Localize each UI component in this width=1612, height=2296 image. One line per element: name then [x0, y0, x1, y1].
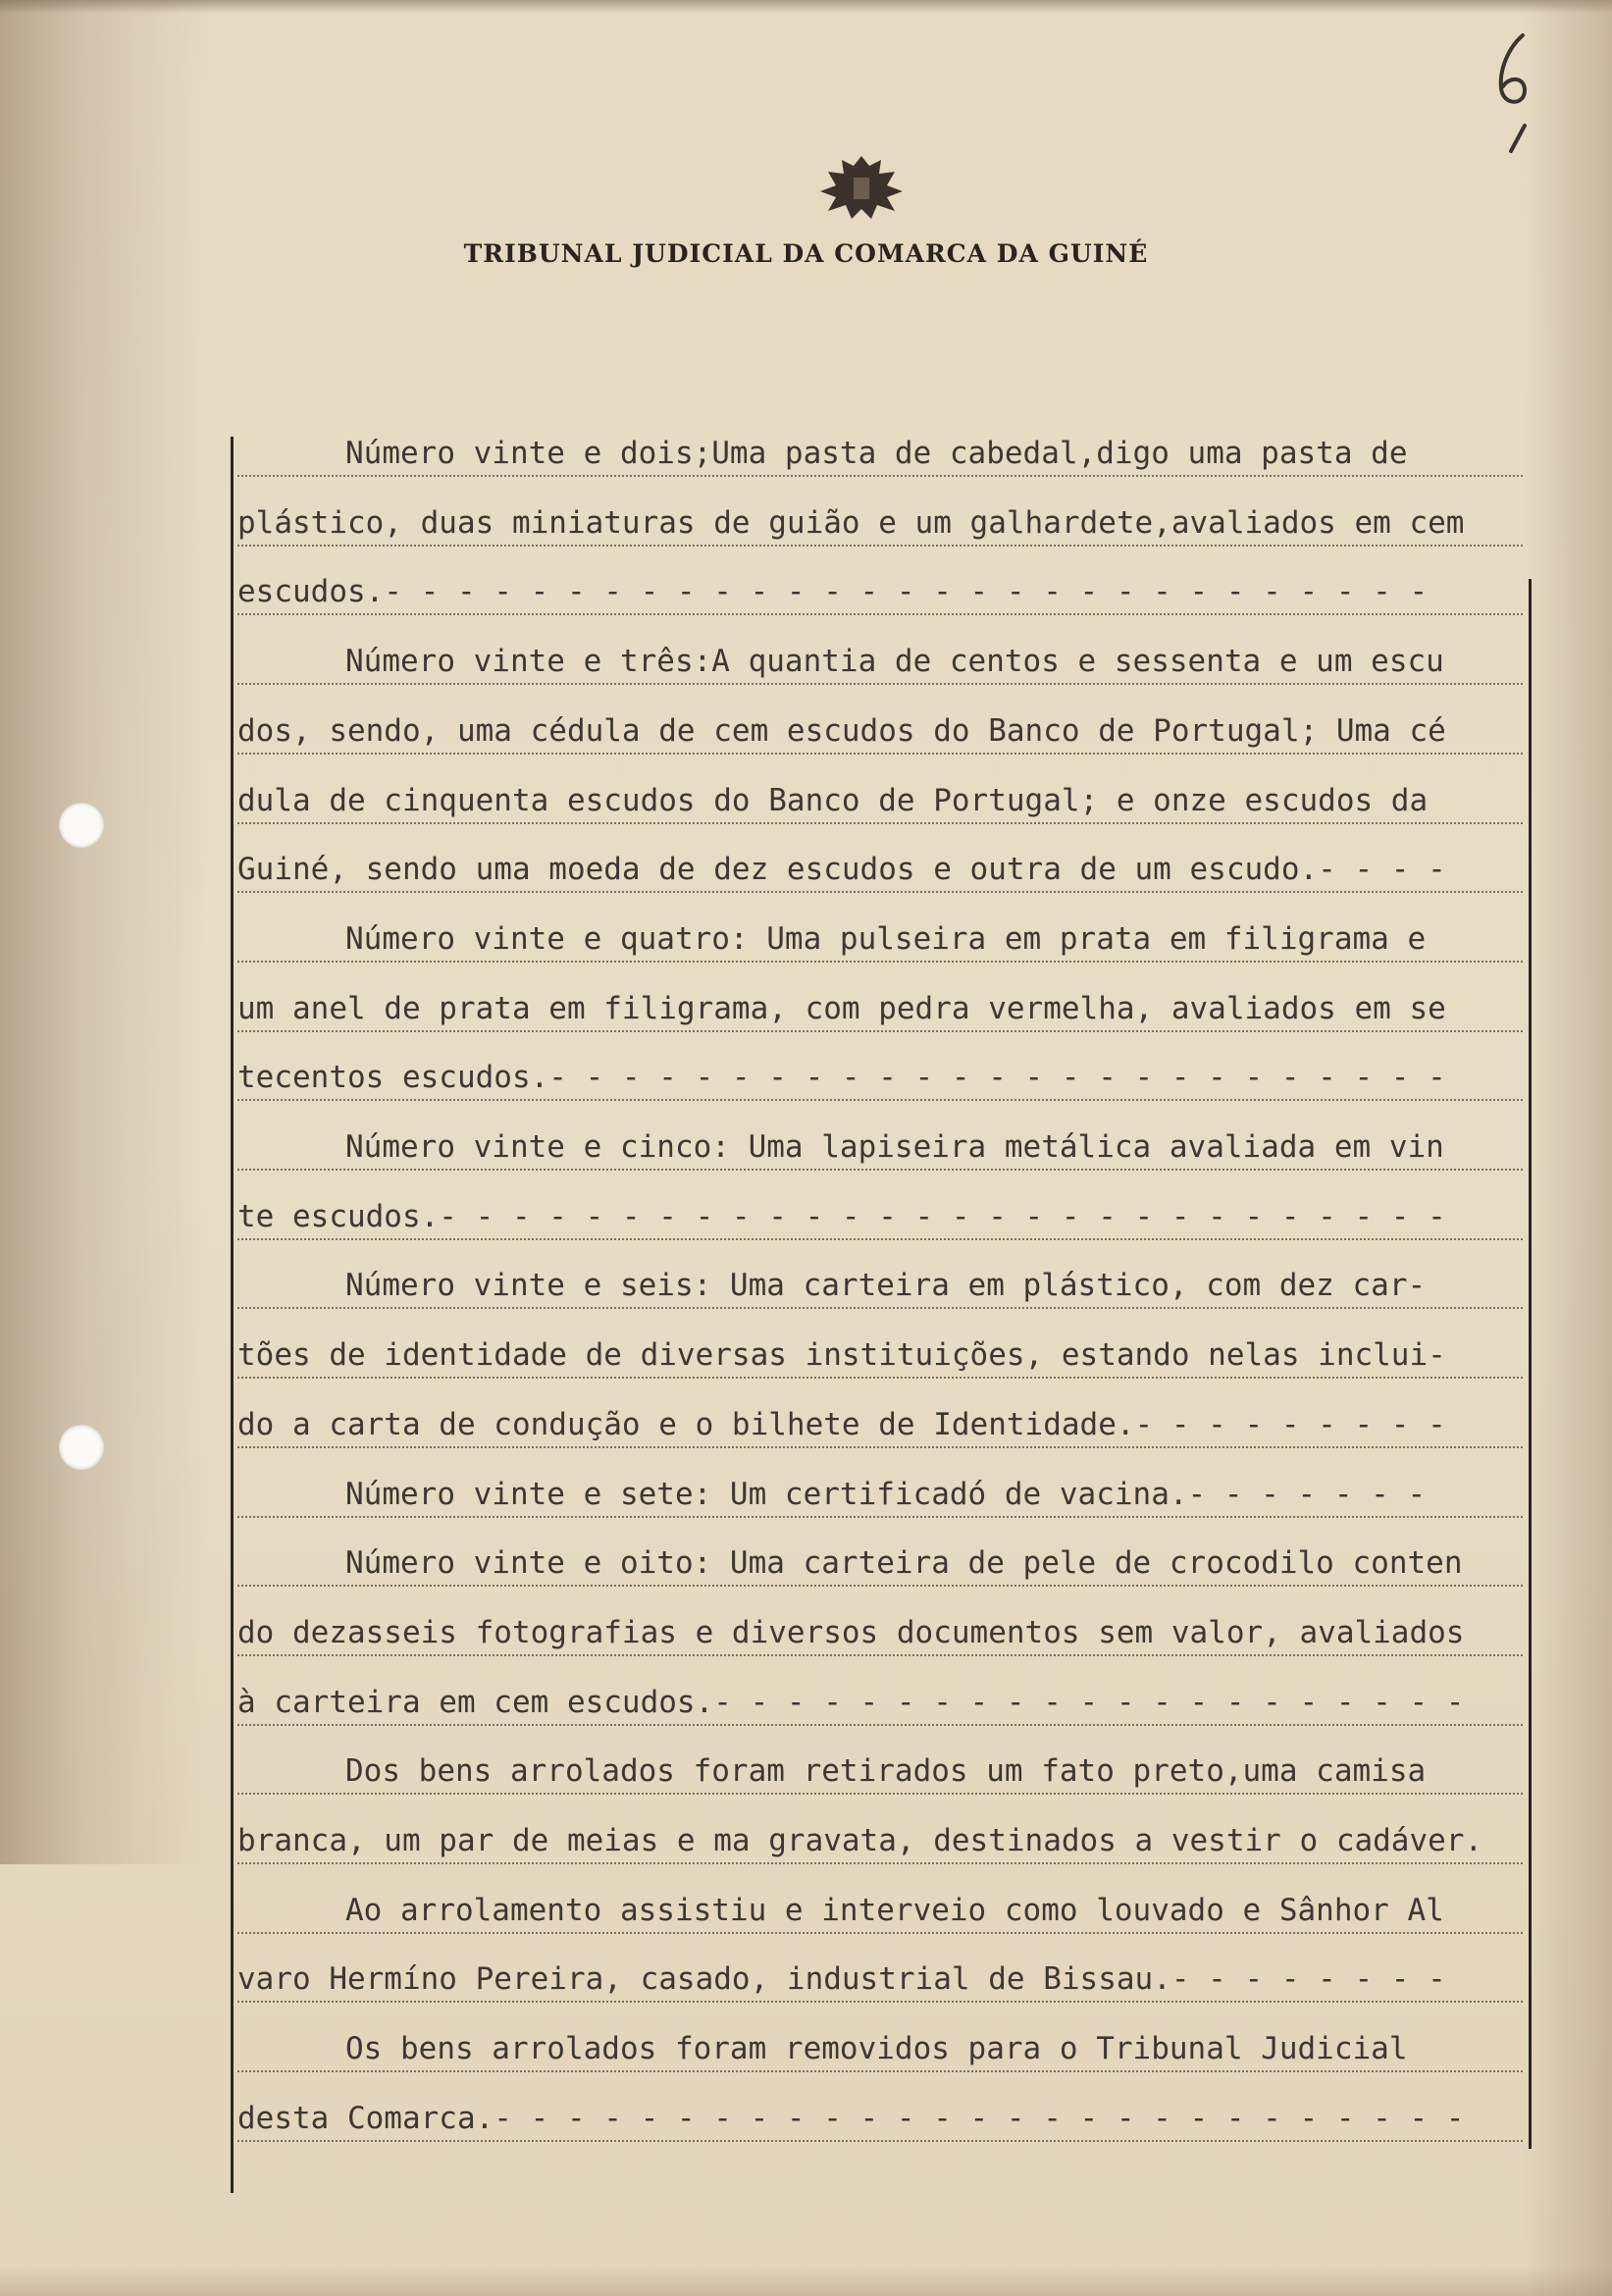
text-line-content: Número vinte e quatro: Uma pulseira em prata em filigrama e — [345, 920, 1427, 957]
text-line-content: escudos.- - - - - - - - - - - - - - - - - - - - - - - - - - - - - — [237, 574, 1429, 610]
text-line-content: branca, um par de meias e ma gravata, destinados a vestir o cadáver. — [237, 1823, 1483, 1858]
text-line — [237, 2097, 1523, 2142]
text-line-content: do dezasseis fotografias e diversos documentos sem valor, avaliados — [237, 1614, 1465, 1650]
text-line-content: tões de identidade de diversas instituições, estando nelas inclui- — [237, 1337, 1446, 1374]
text-line — [237, 1749, 1523, 1795]
text-line — [237, 1125, 1523, 1171]
text-line — [237, 779, 1523, 824]
text-line — [237, 1819, 1523, 1864]
text-line-content: Número vinte e seis: Uma carteira em plástico, com dez car- — [345, 1268, 1427, 1304]
text-line — [237, 709, 1523, 755]
text-line-content: do a carta de condução e o bilhete de Identidade.- - - - - - - - - — [237, 1406, 1446, 1442]
text-line-content: Dos bens arrolados foram retirados um fato preto,uma camisa — [345, 1753, 1427, 1790]
text-line-content: à carteira em cem escudos.- - - - - - - - - - - - - - - - - - - - - — [237, 1684, 1465, 1720]
text-line-content: desta Comarca.- - - - - - - - - - - - - - - - - - - - - - - - - - - — [237, 2100, 1465, 2136]
text-line-content: Número vinte e três:A quantia de centos e sessenta e um escu — [345, 644, 1444, 680]
punch-hole-bottom — [59, 1425, 104, 1470]
text-line-content: te escudos.- - - - - - - - - - - - - - - - - - - - - - - - - - - - — [237, 1198, 1446, 1234]
text-line-content: dula de cinquenta escudos do Banco de Portugal; e onze escudos da — [237, 782, 1429, 818]
court-header: TRIBUNAL JUDICIAL DA COMARCA DA GUINÉ — [463, 239, 1149, 268]
text-line — [237, 1681, 1523, 1726]
margin-line-left — [231, 437, 234, 2193]
text-line — [237, 848, 1523, 893]
text-line-content: tecentos escudos.- - - - - - - - - - - - - - - - - - - - - - - - - — [237, 1060, 1446, 1096]
text-line-content: Guiné, sendo uma moeda de dez escudos e outra de um escudo.- - - - — [237, 852, 1446, 888]
text-line — [237, 1957, 1523, 2003]
text-line — [237, 917, 1523, 963]
text-line-content: Ao arrolamento assistiu e interveio como louvado e Sânhor Al — [345, 1892, 1444, 1928]
text-line-content: Número vinte e sete: Um certificadó de vacina.- - - - - - - — [345, 1476, 1427, 1512]
text-line — [237, 1333, 1523, 1379]
text-line — [237, 1611, 1523, 1656]
text-line-content: Os bens arrolados foram removidos para o Tribunal Judicial — [345, 2031, 1408, 2067]
coat-of-arms-icon — [812, 152, 910, 223]
folio-number-handwritten — [1482, 29, 1550, 157]
text-line — [237, 1541, 1523, 1587]
margin-line-right — [1529, 579, 1532, 2149]
text-line — [237, 1195, 1523, 1240]
text-line-content: Número vinte e oito: Uma carteira de pele de crocodilo conten — [345, 1545, 1463, 1582]
page-shadow-bottom — [0, 2267, 1612, 2296]
page-shadow-left — [0, 0, 206, 1864]
text-line-content: Número vinte e dois;Uma pasta de cabedal,digo uma pasta de — [345, 436, 1408, 471]
text-line-content: plástico, duas miniaturas de guião e um galhardete,avaliados em cem — [237, 504, 1465, 541]
text-line — [237, 432, 1523, 477]
text-line — [237, 2027, 1523, 2072]
text-line — [237, 1403, 1523, 1448]
text-line — [237, 987, 1523, 1032]
text-line — [237, 570, 1523, 615]
text-line-content: dos, sendo, uma cédula de cem escudos do Banco de Portugal; Uma cé — [237, 712, 1446, 749]
text-line — [237, 1889, 1523, 1934]
page-shadow-right — [1524, 0, 1612, 2296]
punch-hole-top — [59, 803, 104, 848]
text-line — [237, 1473, 1523, 1518]
text-line — [237, 501, 1523, 547]
text-line-content: varo Hermíno Pereira, casado, industrial de Bissau.- - - - - - - - — [237, 1961, 1446, 1998]
text-line-content: Número vinte e cinco: Uma lapiseira metálica avaliada em vin — [345, 1129, 1444, 1165]
text-line — [237, 640, 1523, 685]
text-line-content: um anel de prata em filigrama, com pedra vermelha, avaliados em se — [237, 990, 1446, 1026]
text-line — [237, 1264, 1523, 1309]
text-line — [237, 1056, 1523, 1101]
page-shadow-top — [0, 0, 1612, 14]
